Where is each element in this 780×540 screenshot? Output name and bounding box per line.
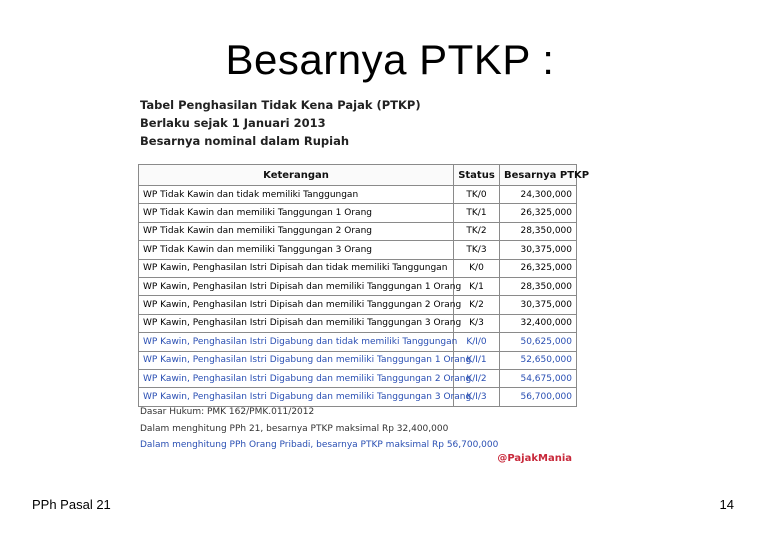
- cell-keterangan: WP Kawin, Penghasilan Istri Digabung dan memiliki Tanggungan 3 Orang: [139, 388, 454, 406]
- table-row: [139, 222, 577, 240]
- cell-ptkp: 28,350,000: [500, 222, 577, 240]
- table-body: [139, 186, 577, 407]
- page-number: 14: [719, 497, 734, 512]
- table-row: [139, 333, 577, 351]
- note-line: Dasar Hukum: PMK 162/PMK.011/2012: [140, 407, 315, 417]
- cell-status: K/3: [454, 314, 500, 332]
- cell-status: K/0: [454, 259, 500, 277]
- column-header-status: Status: [454, 165, 500, 186]
- cell-status: TK/0: [454, 186, 500, 204]
- cell-status: K/1: [454, 277, 500, 295]
- cell-status: TK/1: [454, 204, 500, 222]
- table-row: [139, 241, 577, 259]
- cell-keterangan: WP Kawin, Penghasilan Istri Dipisah dan tidak memiliki Tanggungan: [139, 259, 454, 277]
- table-row: [139, 351, 577, 369]
- table-row: [139, 204, 577, 222]
- table-row: [139, 259, 577, 277]
- cell-keterangan: WP Kawin, Penghasilan Istri Digabung dan memiliki Tanggungan 1 Orang: [139, 351, 454, 369]
- footer-label: PPh Pasal 21: [32, 497, 111, 512]
- cell-status: K/I/3: [454, 388, 500, 406]
- column-header-keterangan: Keterangan: [139, 165, 454, 186]
- cell-status: K/I/1: [454, 351, 500, 369]
- cell-ptkp: 26,325,000: [500, 259, 577, 277]
- cell-keterangan: WP Kawin, Penghasilan Istri Digabung dan tidak memiliki Tanggungan: [139, 333, 454, 351]
- cell-keterangan: WP Tidak Kawin dan tidak memiliki Tanggungan: [139, 186, 454, 204]
- social-handle: @PajakMania: [497, 453, 572, 464]
- cell-status: K/I/0: [454, 333, 500, 351]
- note-line: Dalam menghitung PPh Orang Pribadi, besarnya PTKP maksimal Rp 56,700,000: [140, 440, 499, 450]
- table-row: [139, 369, 577, 387]
- ptkp-heading-line: Berlaku sejak 1 Januari 2013: [140, 116, 326, 130]
- table-row: [139, 277, 577, 295]
- table-header-row: [139, 165, 577, 186]
- ptkp-heading-line: Besarnya nominal dalam Rupiah: [140, 134, 350, 148]
- cell-status: K/I/2: [454, 369, 500, 387]
- cell-keterangan: WP Kawin, Penghasilan Istri Dipisah dan memiliki Tanggungan 3 Orang: [139, 314, 454, 332]
- column-header-ptkp: Besarnya PTKP: [500, 165, 577, 186]
- cell-ptkp: 52,650,000: [500, 351, 577, 369]
- cell-keterangan: WP Kawin, Penghasilan Istri Dipisah dan memiliki Tanggungan 1 Orang: [139, 277, 454, 295]
- ptkp-table-image: [138, 96, 590, 470]
- legal-notes: [140, 404, 498, 454]
- table-row: [139, 296, 577, 314]
- table-row: [139, 314, 577, 332]
- ptkp-table: [138, 164, 590, 407]
- ptkp-heading: [138, 96, 576, 150]
- cell-ptkp: 56,700,000: [500, 388, 577, 406]
- cell-keterangan: WP Tidak Kawin dan memiliki Tanggungan 1 Orang: [139, 204, 454, 222]
- cell-ptkp: 26,325,000: [500, 204, 577, 222]
- cell-ptkp: 30,375,000: [500, 296, 577, 314]
- cell-ptkp: 54,675,000: [500, 369, 577, 387]
- cell-ptkp: 30,375,000: [500, 241, 577, 259]
- cell-status: TK/3: [454, 241, 500, 259]
- table-row: [139, 186, 577, 204]
- cell-keterangan: WP Kawin, Penghasilan Istri Digabung dan memiliki Tanggungan 2 Orang: [139, 369, 454, 387]
- cell-ptkp: 28,350,000: [500, 277, 577, 295]
- cell-ptkp: 50,625,000: [500, 333, 577, 351]
- cell-ptkp: 32,400,000: [500, 314, 577, 332]
- cell-status: TK/2: [454, 222, 500, 240]
- note-line: Dalam menghitung PPh 21, besarnya PTKP maksimal Rp 32,400,000: [140, 423, 449, 434]
- cell-ptkp: 24,300,000: [500, 186, 577, 204]
- slide-title: Besarnya PTKP :: [225, 36, 555, 83]
- cell-keterangan: WP Tidak Kawin dan memiliki Tanggungan 2 Orang: [139, 222, 454, 240]
- ptkp-heading-line: Tabel Penghasilan Tidak Kena Pajak (PTKP): [140, 98, 421, 112]
- cell-keterangan: WP Kawin, Penghasilan Istri Dipisah dan memiliki Tanggungan 2 Orang: [139, 296, 454, 314]
- cell-keterangan: WP Tidak Kawin dan memiliki Tanggungan 3 Orang: [139, 241, 454, 259]
- cell-status: K/2: [454, 296, 500, 314]
